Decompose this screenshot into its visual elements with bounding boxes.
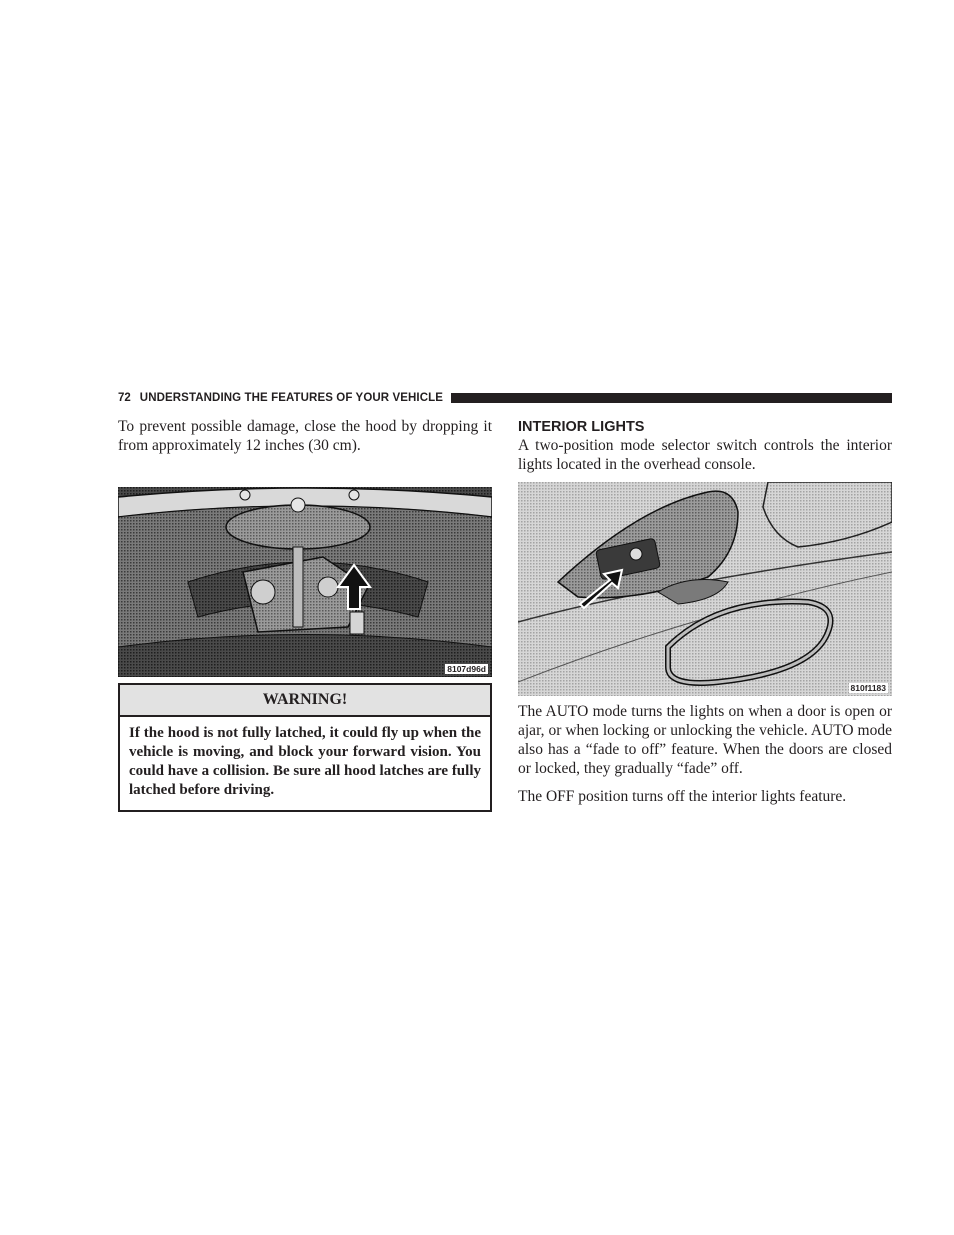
overhead-console-figure	[518, 482, 892, 696]
warning-title: WARNING!	[120, 685, 490, 717]
hood-close-paragraph: To prevent possible damage, close the hood by dropping it from approximately 12 inches (30 cm).	[118, 418, 492, 454]
left-column	[118, 417, 492, 812]
figure-code-hood: 8107d96d	[447, 664, 486, 674]
hood-latch-figure	[118, 487, 492, 677]
section-title: UNDERSTANDING THE FEATURES OF YOUR VEHICLE	[139, 392, 444, 404]
auto-mode-paragraph: The AUTO mode turns the lights on when a door is open or ajar, or when locking or unlocking the vehicle. AUTO mode also has a “fade to off” feature. When the doors are closed or locked, they gradually “fade” off.	[518, 703, 892, 777]
figure-code-console: 810f1183	[850, 683, 886, 693]
interior-lights-heading: INTERIOR LIGHTS	[518, 419, 645, 435]
warning-text: If the hood is not fully latched, it could fly up when the vehicle is moving, and block your forward vision. You could have a collision. Be sure all hood latches are fully latched before driving.	[129, 725, 481, 798]
overhead-console-illustration	[518, 482, 892, 696]
right-column	[518, 417, 892, 806]
hood-latch-illustration	[118, 487, 492, 677]
page-header	[118, 390, 892, 406]
interior-lights-intro: A two-position mode selector switch controls the interior lights located in the overhead console.	[518, 437, 892, 473]
warning-box	[118, 683, 492, 812]
header-rule	[451, 393, 892, 403]
off-position-paragraph: The OFF position turns off the interior lights feature.	[518, 788, 847, 805]
page-number: 72	[118, 392, 131, 404]
